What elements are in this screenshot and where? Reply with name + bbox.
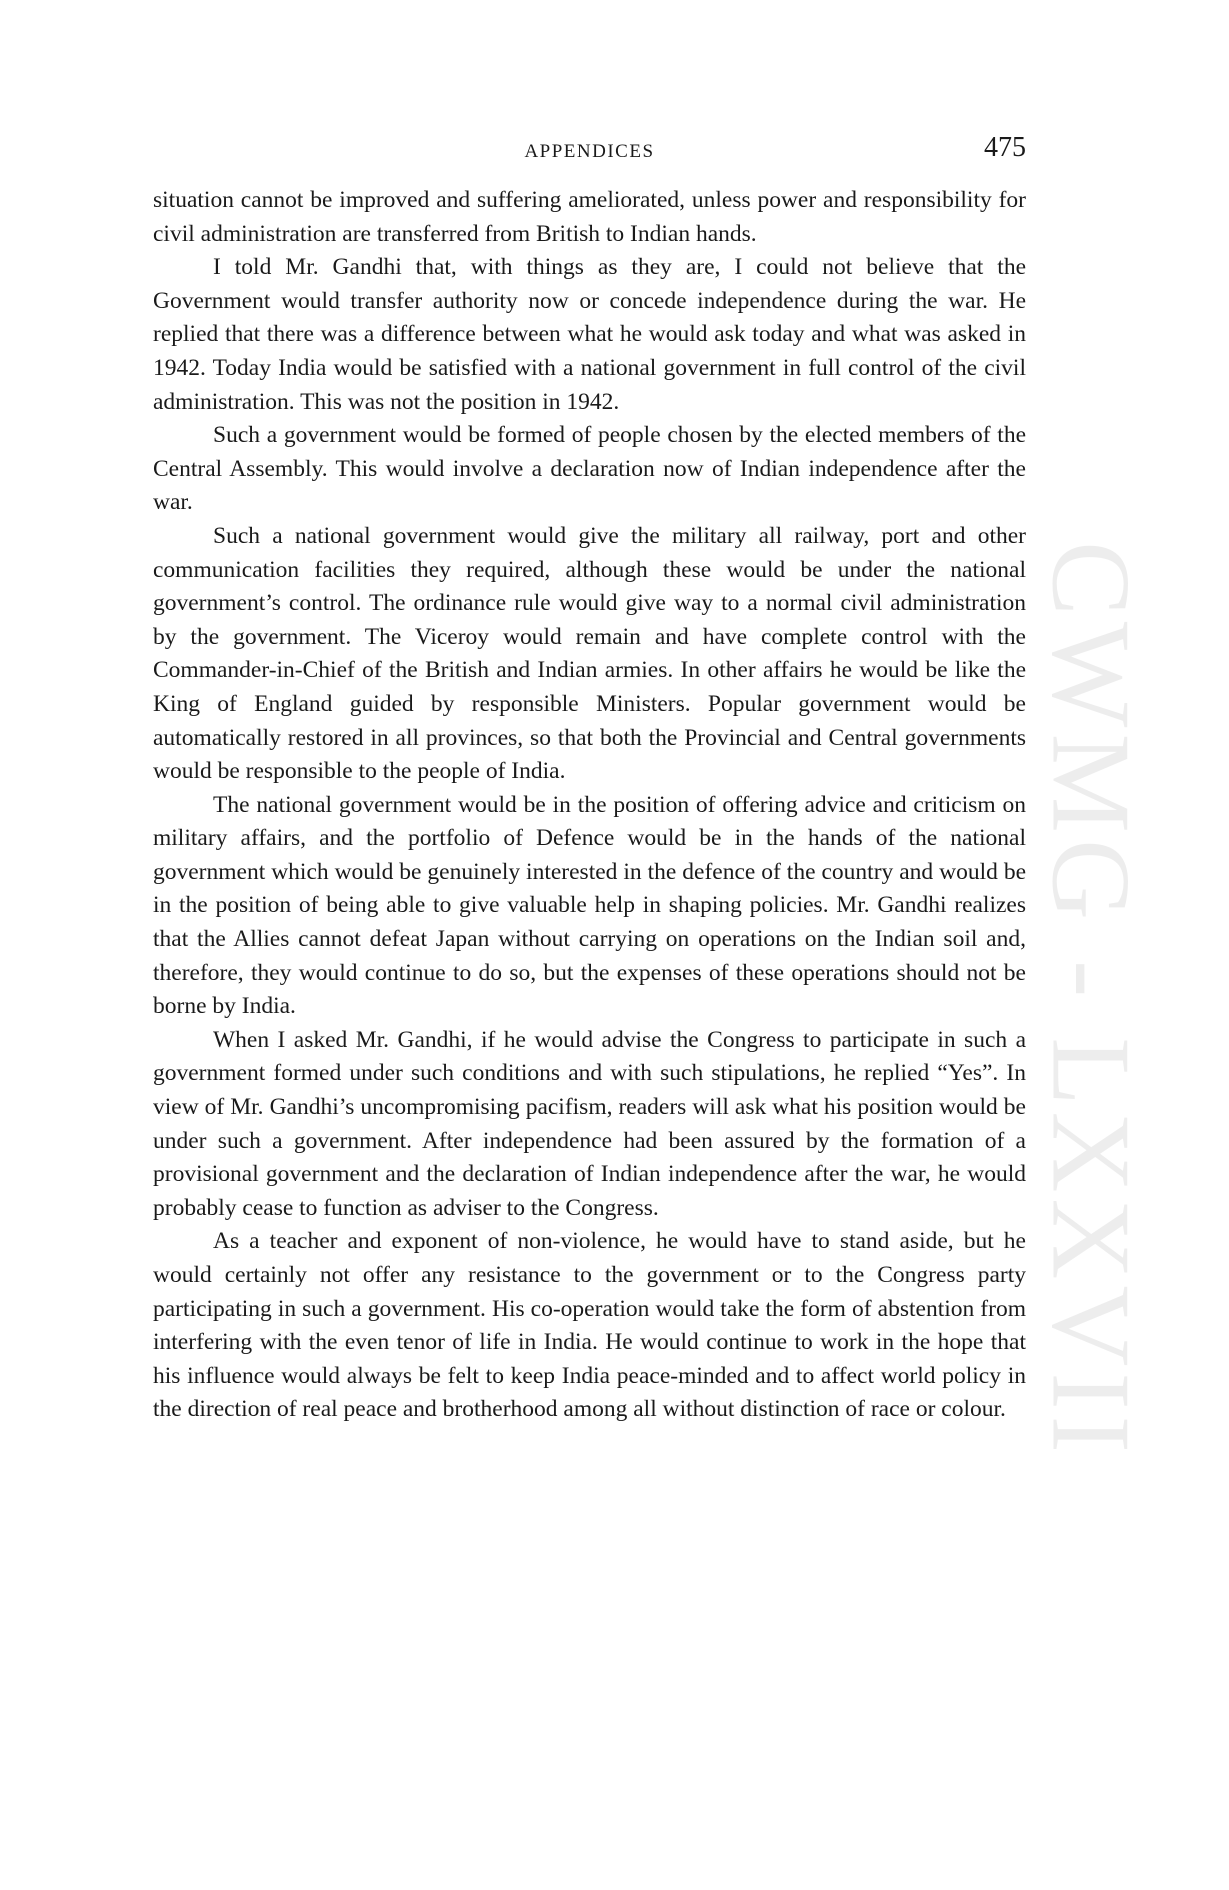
page-header: [153, 132, 1026, 172]
body-text: [153, 184, 1026, 1427]
running-head: APPENDICES: [524, 141, 655, 162]
paragraph: When I asked Mr. Gandhi, if he would advise the Congress to participate in such a government formed under such conditions and with such stipulations, he replied “Yes”. In view of Mr. Gandhi’s uncompromising pacifism, readers will ask what his position would be under such a government. After independence had been assured by the formation of a provisional government and the declaration of Indian independence after the war, he would probably cease to function as adviser to the Congress.: [153, 1026, 1026, 1221]
paragraph: Such a government would be formed of people chosen by the elected members of the Central Assembly. This would involve a declaration now of Indian independence after the war.: [153, 422, 1026, 516]
paragraph: I told Mr. Gandhi that, with things as they are, I could not believe that the Government would transfer authority now or concede independence during the war. He replied that there was a difference between what he would ask today and what was asked in 1942. Today India would be satisfied with a national government in full control of the civil administration. This was not the position in 1942.: [153, 254, 1026, 415]
cwmg-watermark: CWMG - LXXVII: [1028, 541, 1153, 1459]
paragraph: The national government would be in the position of offering advice and criticism on military affairs, and the portfolio of Defence would be in the hands of the national government which would be genuinely interested in the defence of the country and would be in the position of being able to give valuable help in shaping policies. Mr. Gandhi realizes that the Allies cannot defeat Japan without carrying on operations on the Indian soil and, therefore, they would continue to do so, but the expenses of these operations should not be borne by India.: [153, 791, 1026, 1020]
paragraph: As a teacher and exponent of non-violence, he would have to stand aside, but he would certainly not offer any resistance to the government or to the Congress party participating in such a government. His co-operation would take the form of abstention from interfering with the even tenor of life in India. He would continue to work in the hope that his influence would always be felt to keep India peace-minded and to affect world policy in the direction of real peace and brotherhood among all without distinction of race or colour.: [153, 1228, 1026, 1423]
paragraph: Such a national government would give the military all railway, port and other communication facilities they required, although these would be under the national government’s control. The ordinance rule would give way to a normal civil administration by the government. The Viceroy would remain and have complete control with the Commander-in-Chief of the British and Indian armies. In other affairs he would be like the King of England guided by responsible Ministers. Popular government would be automatically restored in all provinces, so that both the Provincial and Central governments would be responsible to the people of India.: [153, 522, 1026, 785]
paragraph-continuation: situation cannot be improved and suffering ameliorated, unless power and responsibility for civil administration are transferred from British to Indian hands.: [153, 187, 1026, 247]
page-number: 475: [984, 132, 1026, 163]
